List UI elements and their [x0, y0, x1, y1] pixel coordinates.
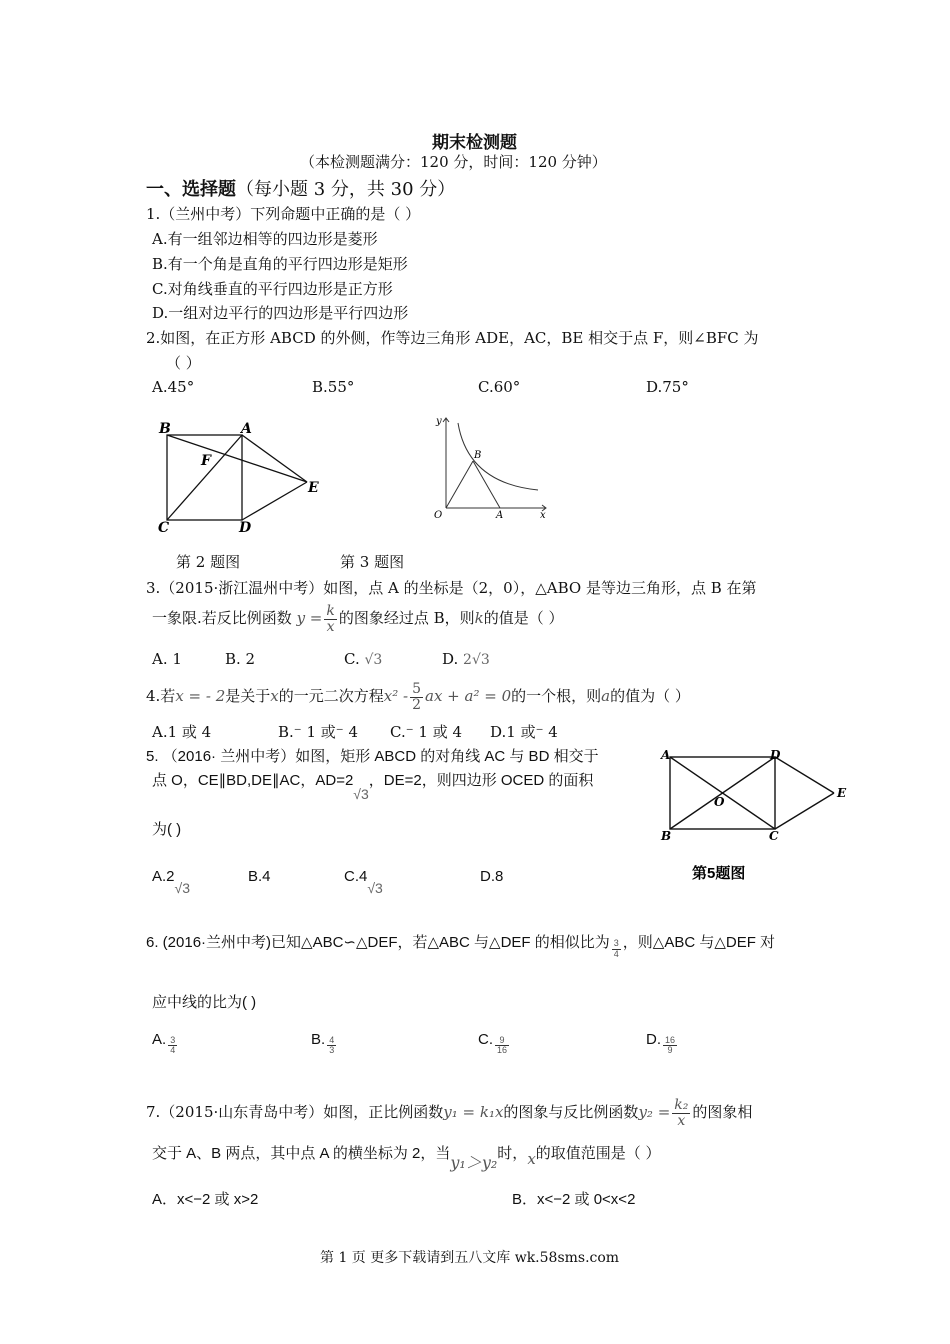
q7-option-b: B．x<−2 或 0<x<2 — [512, 1191, 636, 1208]
fig2-label-e: E — [308, 480, 319, 496]
q5-sqrt: √3 — [353, 786, 369, 802]
q7-line2-pre: 交于 A、B 两点，其中点 A 的横坐标为 2，当 — [152, 1145, 451, 1162]
segment-de — [775, 757, 834, 793]
q7-option-a: A．x<−2 或 x>2 — [152, 1191, 259, 1208]
page-footer: 第 1 页 更多下载请到五八文库 wk.58sms.com — [320, 1250, 620, 1266]
q6-option-c — [478, 1030, 511, 1056]
q5-line2-post: ，DE=2，则四边形 OCED 的面积 — [368, 772, 594, 789]
q7-line2-post: 的取值范围是（ ） — [535, 1144, 661, 1162]
q1-option-a: A.有一组邻边相等的四边形是菱形 — [152, 230, 378, 248]
q7-line1 — [146, 1098, 752, 1128]
page-title: 期末检测题 — [432, 133, 517, 153]
q4-x: x — [270, 687, 279, 706]
segment-ae — [242, 435, 307, 482]
q3-option-c — [344, 650, 382, 668]
q6-option-b-num: 4 — [329, 1035, 335, 1045]
fig2-label-a: A — [241, 421, 252, 437]
q6-option-a-den: 4 — [170, 1045, 176, 1056]
q4-option-a: A.1 或 4 — [152, 723, 212, 741]
page-subtitle: （本检测题满分：120 分，时间：120 分钟） — [300, 153, 607, 171]
q3-line1: 3.（2015·浙江温州中考）如图，点 A 的坐标是（2，0），△ABO 是等边三角形，点 B 在第 — [146, 579, 757, 597]
fig2-label-c: C — [158, 520, 170, 535]
q5-option-b: B.4 — [248, 868, 271, 885]
fig3-caption: 第 3 题图 — [340, 553, 405, 571]
fig5-label-b: B — [661, 829, 672, 843]
fig5-caption: 第5题图 — [692, 865, 746, 882]
q5-line2-pre: 点 O，CE∥BD,DE∥AC，AD=2 — [152, 772, 354, 789]
q2-option-c: C.60° — [478, 378, 521, 396]
q1-option-b: B.有一个角是直角的平行四边形是矩形 — [152, 255, 408, 273]
segment-ce — [775, 793, 834, 829]
q3-line2-pre: 一象限.若反比例函数 — [152, 609, 292, 628]
q3-func-den: x — [326, 618, 335, 635]
q7-f1: y₁ = k₁x — [443, 1103, 504, 1122]
q3-func-lhs: y = — [296, 609, 323, 628]
figure-5 — [658, 745, 858, 885]
q6-line1-post: ，则△ABC 与△DEF 对 — [622, 934, 776, 951]
q7-line1-post: 的图象相 — [692, 1103, 753, 1122]
q3-func-num: k — [326, 603, 335, 619]
q3-func-fraction — [324, 604, 336, 634]
fig2-caption: 第 2 题图 — [176, 553, 241, 571]
segment-ob — [446, 461, 473, 508]
q4-option-d: D.1 或⁻ 4 — [490, 723, 558, 741]
q2-stem-line2: （ ） — [166, 354, 201, 372]
q6-option-b-den: 3 — [329, 1045, 335, 1056]
q6-option-d-frac — [663, 1036, 677, 1056]
fig2-label-d: D — [239, 520, 252, 535]
q3-option-d — [442, 650, 490, 668]
q6-line1 — [146, 931, 776, 959]
q3-option-c-label: C. — [344, 650, 360, 668]
q6-option-a-label: A. — [152, 1030, 167, 1048]
figure-3 — [428, 408, 553, 523]
q6-option-b-label: B. — [311, 1030, 326, 1048]
fig5-label-d: D — [770, 748, 781, 762]
q5-line1: 5. （2016· 兰州中考）如图，矩形 ABCD 的对角线 AC 与 BD 相交于 — [146, 748, 599, 765]
q6-option-d-num: 16 — [665, 1035, 676, 1045]
fig3-label-o: O — [434, 510, 443, 521]
q6-option-b-frac — [327, 1036, 336, 1056]
q1-option-d: D.一组对边平行的四边形是平行四边形 — [152, 304, 409, 322]
q5-option-d: D.8 — [480, 868, 504, 885]
fig3-label-y: y — [436, 416, 442, 427]
q4-frac-den: 2 — [412, 696, 421, 713]
section-title: 一、选择题 — [146, 179, 236, 200]
q6-option-b — [311, 1030, 338, 1056]
q5-option-c — [344, 868, 383, 896]
q7-cond: y₁＞y₂ — [450, 1153, 498, 1172]
q6-option-c-den: 16 — [497, 1045, 508, 1056]
q7-line1-pre: 7.（2015·山东青岛中考）如图，正比例函数 — [146, 1103, 444, 1122]
q7-x: x — [527, 1150, 536, 1168]
q6-ratio-den: 4 — [613, 948, 619, 959]
q7-line1-mid: 的图象与反比例函数 — [503, 1103, 639, 1122]
q4-stem — [146, 682, 690, 712]
q6-line1-pre: 6. (2016·兰州中考)已知△ABC∽△DEF，若△ABC 与△DEF 的相似比为 — [146, 934, 610, 951]
q6-option-a — [152, 1030, 179, 1056]
q4-mid: 是关于 — [225, 687, 271, 706]
q5-option-a-sqrt: √3 — [174, 880, 190, 896]
q5-option-a — [152, 868, 190, 896]
q6-option-c-frac — [495, 1036, 509, 1056]
q4-frac-num: 5 — [412, 681, 421, 697]
hyperbola-curve — [458, 423, 538, 490]
q6-ratio-num: 3 — [613, 938, 619, 949]
fig2-label-f: F — [201, 453, 211, 469]
q7-f2-lhs: y₂ = — [638, 1103, 671, 1122]
q1-stem: 1.（兰州中考）下列命题中正确的是（ ） — [146, 205, 421, 223]
q5-line2 — [152, 769, 594, 802]
q6-option-c-num: 9 — [495, 1036, 509, 1046]
q4-pre: 4.若 — [146, 687, 176, 706]
q1-option-c: C.对角线垂直的平行四边形是正方形 — [152, 280, 393, 298]
q7-line2 — [152, 1140, 661, 1172]
segment-de — [242, 482, 307, 520]
q5-option-c-label: C.4 — [344, 868, 368, 885]
q2-option-a: A.45° — [152, 378, 195, 396]
q6-option-a-frac — [168, 1036, 177, 1056]
q2-option-d: D.75° — [646, 378, 689, 396]
q6-option-d-den: 9 — [667, 1045, 673, 1056]
q4-post: 的一个根，则 — [511, 687, 602, 706]
fig5-label-e: E — [837, 786, 847, 800]
q4-eq-a: x² - — [383, 687, 409, 706]
q7-f2-den: x — [677, 1112, 686, 1129]
q3-line2 — [152, 604, 564, 634]
q3-option-b: B. 2 — [225, 650, 256, 668]
q6-line2: 应中线的比为( ) — [152, 994, 257, 1011]
fig3-label-b: B — [474, 450, 482, 461]
q4-eq-b: ax + a² = 0 — [425, 687, 512, 706]
section-heading — [146, 175, 455, 201]
q3-line2-end: 的值是（ ） — [483, 609, 564, 628]
q5-option-a-label: A.2 — [152, 868, 175, 885]
q4-a: a — [601, 687, 611, 706]
q6-option-a-num: 3 — [170, 1035, 176, 1045]
fig5-label-a: A — [661, 748, 671, 762]
q4-option-b: B.⁻ 1 或⁻ 4 — [278, 723, 359, 741]
q2-stem-line1: 2.如图，在正方形 ABCD 的外侧，作等边三角形 ADE，AC，BE 相交于点 F，则∠BFC 为 — [146, 329, 759, 347]
q2-option-b: B.55° — [312, 378, 355, 396]
q4-end: 的值为（ ） — [610, 687, 690, 706]
q6-option-c-label: C. — [478, 1030, 493, 1048]
q3-k: k — [474, 609, 484, 628]
q3-option-d-math: 2√3 — [463, 652, 490, 668]
fig3-label-x: x — [540, 510, 546, 521]
q4-fraction — [410, 682, 423, 712]
fig2-label-b: B — [159, 421, 171, 437]
q4-mid2: 的一元二次方程 — [278, 687, 384, 706]
segment-ba — [473, 461, 500, 508]
q3-line2-post: 的图象经过点 B，则 — [338, 609, 475, 628]
q7-f2-fraction — [672, 1098, 690, 1128]
q3-option-a: A. 1 — [152, 650, 182, 668]
q5-option-c-sqrt: √3 — [367, 880, 383, 896]
section-note: （每小题 3 分，共 30 分） — [236, 179, 456, 200]
q4-x-eq: x = - 2 — [175, 687, 226, 706]
q7-line2-mid: 时， — [497, 1144, 528, 1162]
q6-ratio — [612, 939, 621, 959]
fig3-label-a: A — [496, 510, 504, 521]
q4-option-c: C.⁻ 1 或 4 — [390, 723, 463, 741]
q7-f2-num: k₂ — [674, 1097, 689, 1113]
fig5-label-o: O — [714, 795, 725, 809]
figure-2 — [155, 420, 330, 535]
fig5-label-c: C — [769, 829, 779, 843]
q6-option-d-label: D. — [646, 1030, 661, 1048]
segment-be — [167, 435, 307, 482]
q3-option-d-label: D. — [442, 650, 459, 668]
q5-line3: 为( ) — [152, 821, 182, 838]
q6-option-d — [646, 1030, 679, 1056]
q3-option-c-math: √3 — [364, 652, 383, 668]
